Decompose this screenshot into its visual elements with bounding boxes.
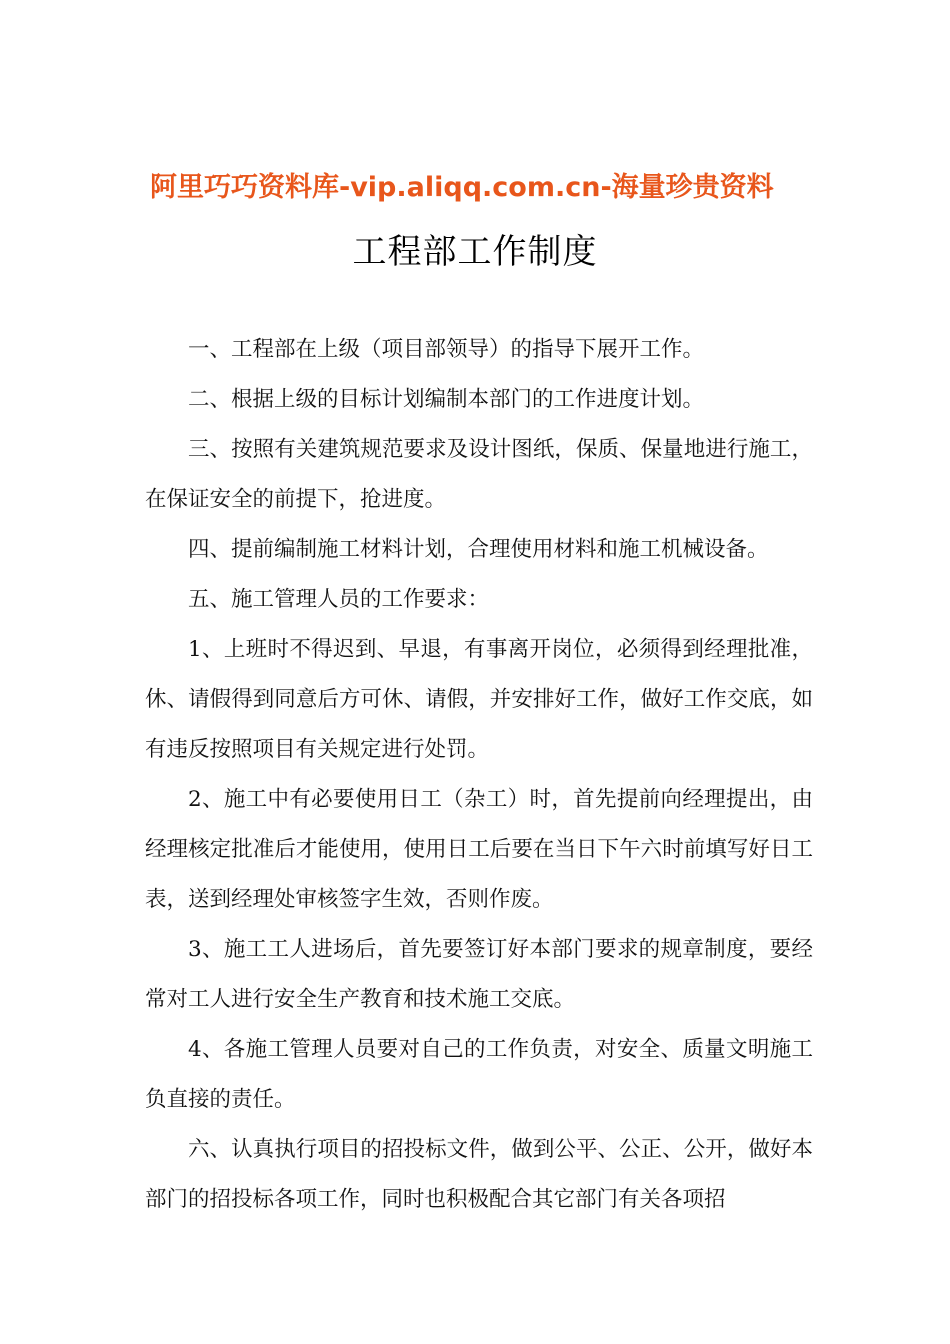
paragraph-6: 1、上班时不得迟到、早退，有事离开岗位，必须得到经理批准，休、请假得到同意后方可休、请假，并安排好工作，做好工作交底，如有违反按照项目有关规定进行处罚。 <box>145 637 813 762</box>
paragraph-1: 一、工程部在上级（项目部领导）的指导下展开工作。 <box>188 337 705 362</box>
document-body <box>145 325 813 1225</box>
document-title: 工程部工作制度 <box>352 232 598 272</box>
paragraph-10: 六、认真执行项目的招投标文件，做到公平、公正、公开，做好本部门的招投标各项工作，同时也积极配合其它部门有关各项招 <box>145 1137 813 1212</box>
paragraph-4: 四、提前编制施工材料计划，合理使用材料和施工机械设备。 <box>188 537 769 562</box>
paragraph-9: 4、各施工管理人员要对自己的工作负责，对安全、质量文明施工负直接的责任。 <box>145 1037 813 1112</box>
paragraph-7: 2、施工中有必要使用日工（杂工）时，首先提前向经理提出，由经理核定批准后才能使用，使用日工后要在当日下午六时前填写好日工表，送到经理处审核签字生效，否则作废。 <box>145 787 813 912</box>
paragraph-3: 三、按照有关建筑规范要求及设计图纸，保质、保量地进行施工，在保证安全的前提下，抢进度。 <box>145 437 813 512</box>
paragraph-2: 二、根据上级的目标计划编制本部门的工作进度计划。 <box>188 387 705 412</box>
paragraph-8: 3、施工工人进场后，首先要签订好本部门要求的规章制度，要经常对工人进行安全生产教育和技术施工交底。 <box>145 937 813 1012</box>
watermark-banner: 阿里巧巧资料库-vip.aliqq.com.cn-海量珍贵资料 <box>150 172 774 203</box>
paragraph-5: 五、施工管理人员的工作要求： <box>188 587 490 612</box>
